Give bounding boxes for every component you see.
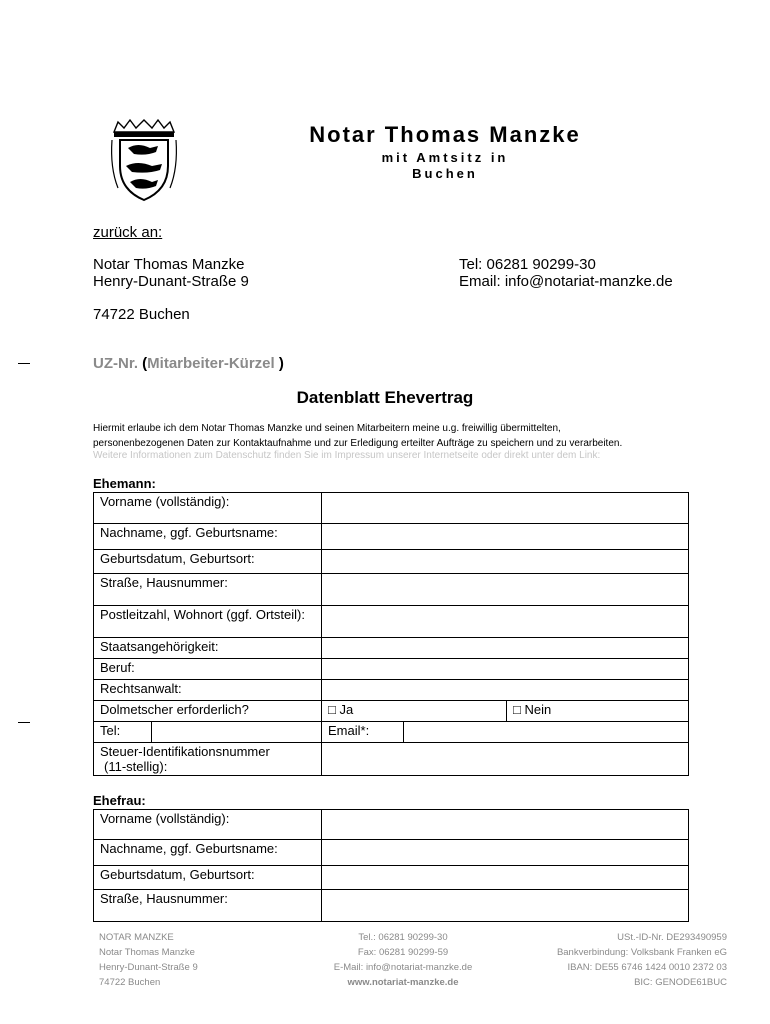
notary-name-title: Notar Thomas Manzke — [309, 122, 581, 147]
footer-iban: IBAN: DE55 6746 1424 0010 2372 03 — [567, 962, 727, 973]
footer-office: NOTAR MANZKE — [99, 932, 174, 943]
label-beruf: Beruf: — [94, 659, 322, 680]
wife-input-nachname[interactable] — [322, 840, 689, 866]
uz-paren-close: ) — [278, 355, 284, 372]
input-geburt[interactable] — [322, 550, 689, 574]
footer-city: 74722 Buchen — [99, 977, 161, 988]
label-steuer-line-1: Steuer-Identifikationsnummer — [100, 744, 270, 759]
uz-text: Mitarbeiter-Kürzel — [147, 355, 279, 372]
label-nachname: Nachname, ggf. Geburtsname: — [94, 524, 322, 550]
wife-input-geburt[interactable] — [322, 866, 689, 890]
label-dolmetscher: Dolmetscher erforderlich? — [94, 701, 322, 722]
checkbox-nein[interactable]: □ Nein — [507, 701, 689, 722]
document-title: Datenblatt Ehevertrag — [296, 388, 474, 407]
return-tel: Tel: 06281 90299-30 — [459, 256, 596, 273]
input-strasse[interactable] — [322, 574, 689, 606]
section-ehefrau: Ehefrau: — [93, 793, 146, 808]
footer-notary: Notar Thomas Manzke — [99, 947, 195, 958]
footer-street: Henry-Dunant-Straße 9 — [99, 962, 198, 973]
wife-label-vorname: Vorname (vollständig): — [94, 810, 322, 840]
fold-mark — [18, 363, 30, 364]
return-street: Henry-Dunant-Straße 9 — [93, 273, 249, 290]
wife-input-vorname[interactable] — [322, 810, 689, 840]
footer-col-3 — [507, 930, 727, 990]
label-geburt: Geburtsdatum, Geburtsort: — [94, 550, 322, 574]
uz-number — [93, 355, 284, 372]
input-tel[interactable] — [152, 722, 322, 743]
footer-bank: Bankverbindung: Volksbank Franken eG — [556, 947, 727, 958]
return-label: zurück an: — [93, 224, 163, 241]
footer-tel: Tel.: 06281 90299-30 — [358, 932, 448, 943]
label-steuer-line-2: (11-stellig): — [104, 759, 168, 774]
label-anwalt: Rechtsanwalt: — [94, 680, 322, 701]
label-tel: Tel: — [94, 722, 152, 743]
footer-bic: BIC: GENODE61BUC — [634, 977, 727, 988]
input-email[interactable] — [404, 722, 689, 743]
input-plz[interactable] — [322, 606, 689, 638]
footer-col-1 — [99, 930, 198, 990]
label-plz: Postleitzahl, Wohnort (ggf. Ortsteil): — [94, 606, 322, 638]
consent-privacy-note: Weitere Informationen zum Datenschutz finden Sie im Impressum unserer Internetseite oder direkt unter dem Link: — [93, 450, 601, 461]
consent-line-1: Hiermit erlaube ich dem Notar Thomas Manzke und seinen Mitarbeitern meine u.g. freiwillig übermittelten, — [93, 423, 561, 434]
return-email: Email: info@notariat-manzke.de — [459, 273, 673, 290]
input-beruf[interactable] — [322, 659, 689, 680]
section-ehemann: Ehemann: — [93, 476, 156, 491]
fold-mark-2 — [18, 722, 30, 723]
ehefrau-form — [93, 809, 689, 922]
footer-website[interactable]: www.notariat-manzke.de — [347, 977, 459, 988]
uz-paren-open: ( — [142, 355, 148, 372]
input-anwalt[interactable] — [322, 680, 689, 701]
wife-input-strasse[interactable] — [322, 890, 689, 922]
return-name: Notar Thomas Manzke — [93, 256, 245, 273]
consent-text — [93, 421, 693, 451]
label-staat: Staatsangehörigkeit: — [94, 638, 322, 659]
label-email: Email*: — [322, 722, 404, 743]
uz-prefix: UZ-Nr. — [93, 355, 143, 372]
ehemann-form — [93, 492, 689, 776]
label-strasse: Straße, Hausnummer: — [94, 574, 322, 606]
wife-label-nachname: Nachname, ggf. Geburtsname: — [94, 840, 322, 866]
input-nachname[interactable] — [322, 524, 689, 550]
wife-label-strasse: Straße, Hausnummer: — [94, 890, 322, 922]
return-city: 74722 Buchen — [93, 306, 190, 323]
notary-subtitle-2: Buchen — [412, 166, 478, 181]
footer-col-2 — [303, 930, 503, 990]
checkbox-ja[interactable]: □ Ja — [322, 701, 507, 722]
input-steuer[interactable] — [322, 743, 689, 776]
footer-vat: USt.-ID-Nr. DE293490959 — [617, 932, 727, 943]
coat-of-arms-icon — [108, 118, 180, 202]
notary-subtitle-1: mit Amtsitz in — [381, 150, 509, 165]
input-vorname[interactable] — [322, 493, 689, 524]
consent-line-2: personenbezogenen Daten zur Kontaktaufnahme und zur Erledigung erteilter Aufträge zu speichern und zu verarbeiten. — [93, 438, 623, 449]
footer-fax: Fax: 06281 90299-59 — [357, 947, 449, 958]
footer-email[interactable]: E-Mail: info@notariat-manzke.de — [333, 962, 473, 973]
input-staat[interactable] — [322, 638, 689, 659]
wife-label-geburt: Geburtsdatum, Geburtsort: — [94, 866, 322, 890]
label-vorname: Vorname (vollständig): — [94, 493, 322, 524]
label-steuer — [94, 743, 322, 776]
